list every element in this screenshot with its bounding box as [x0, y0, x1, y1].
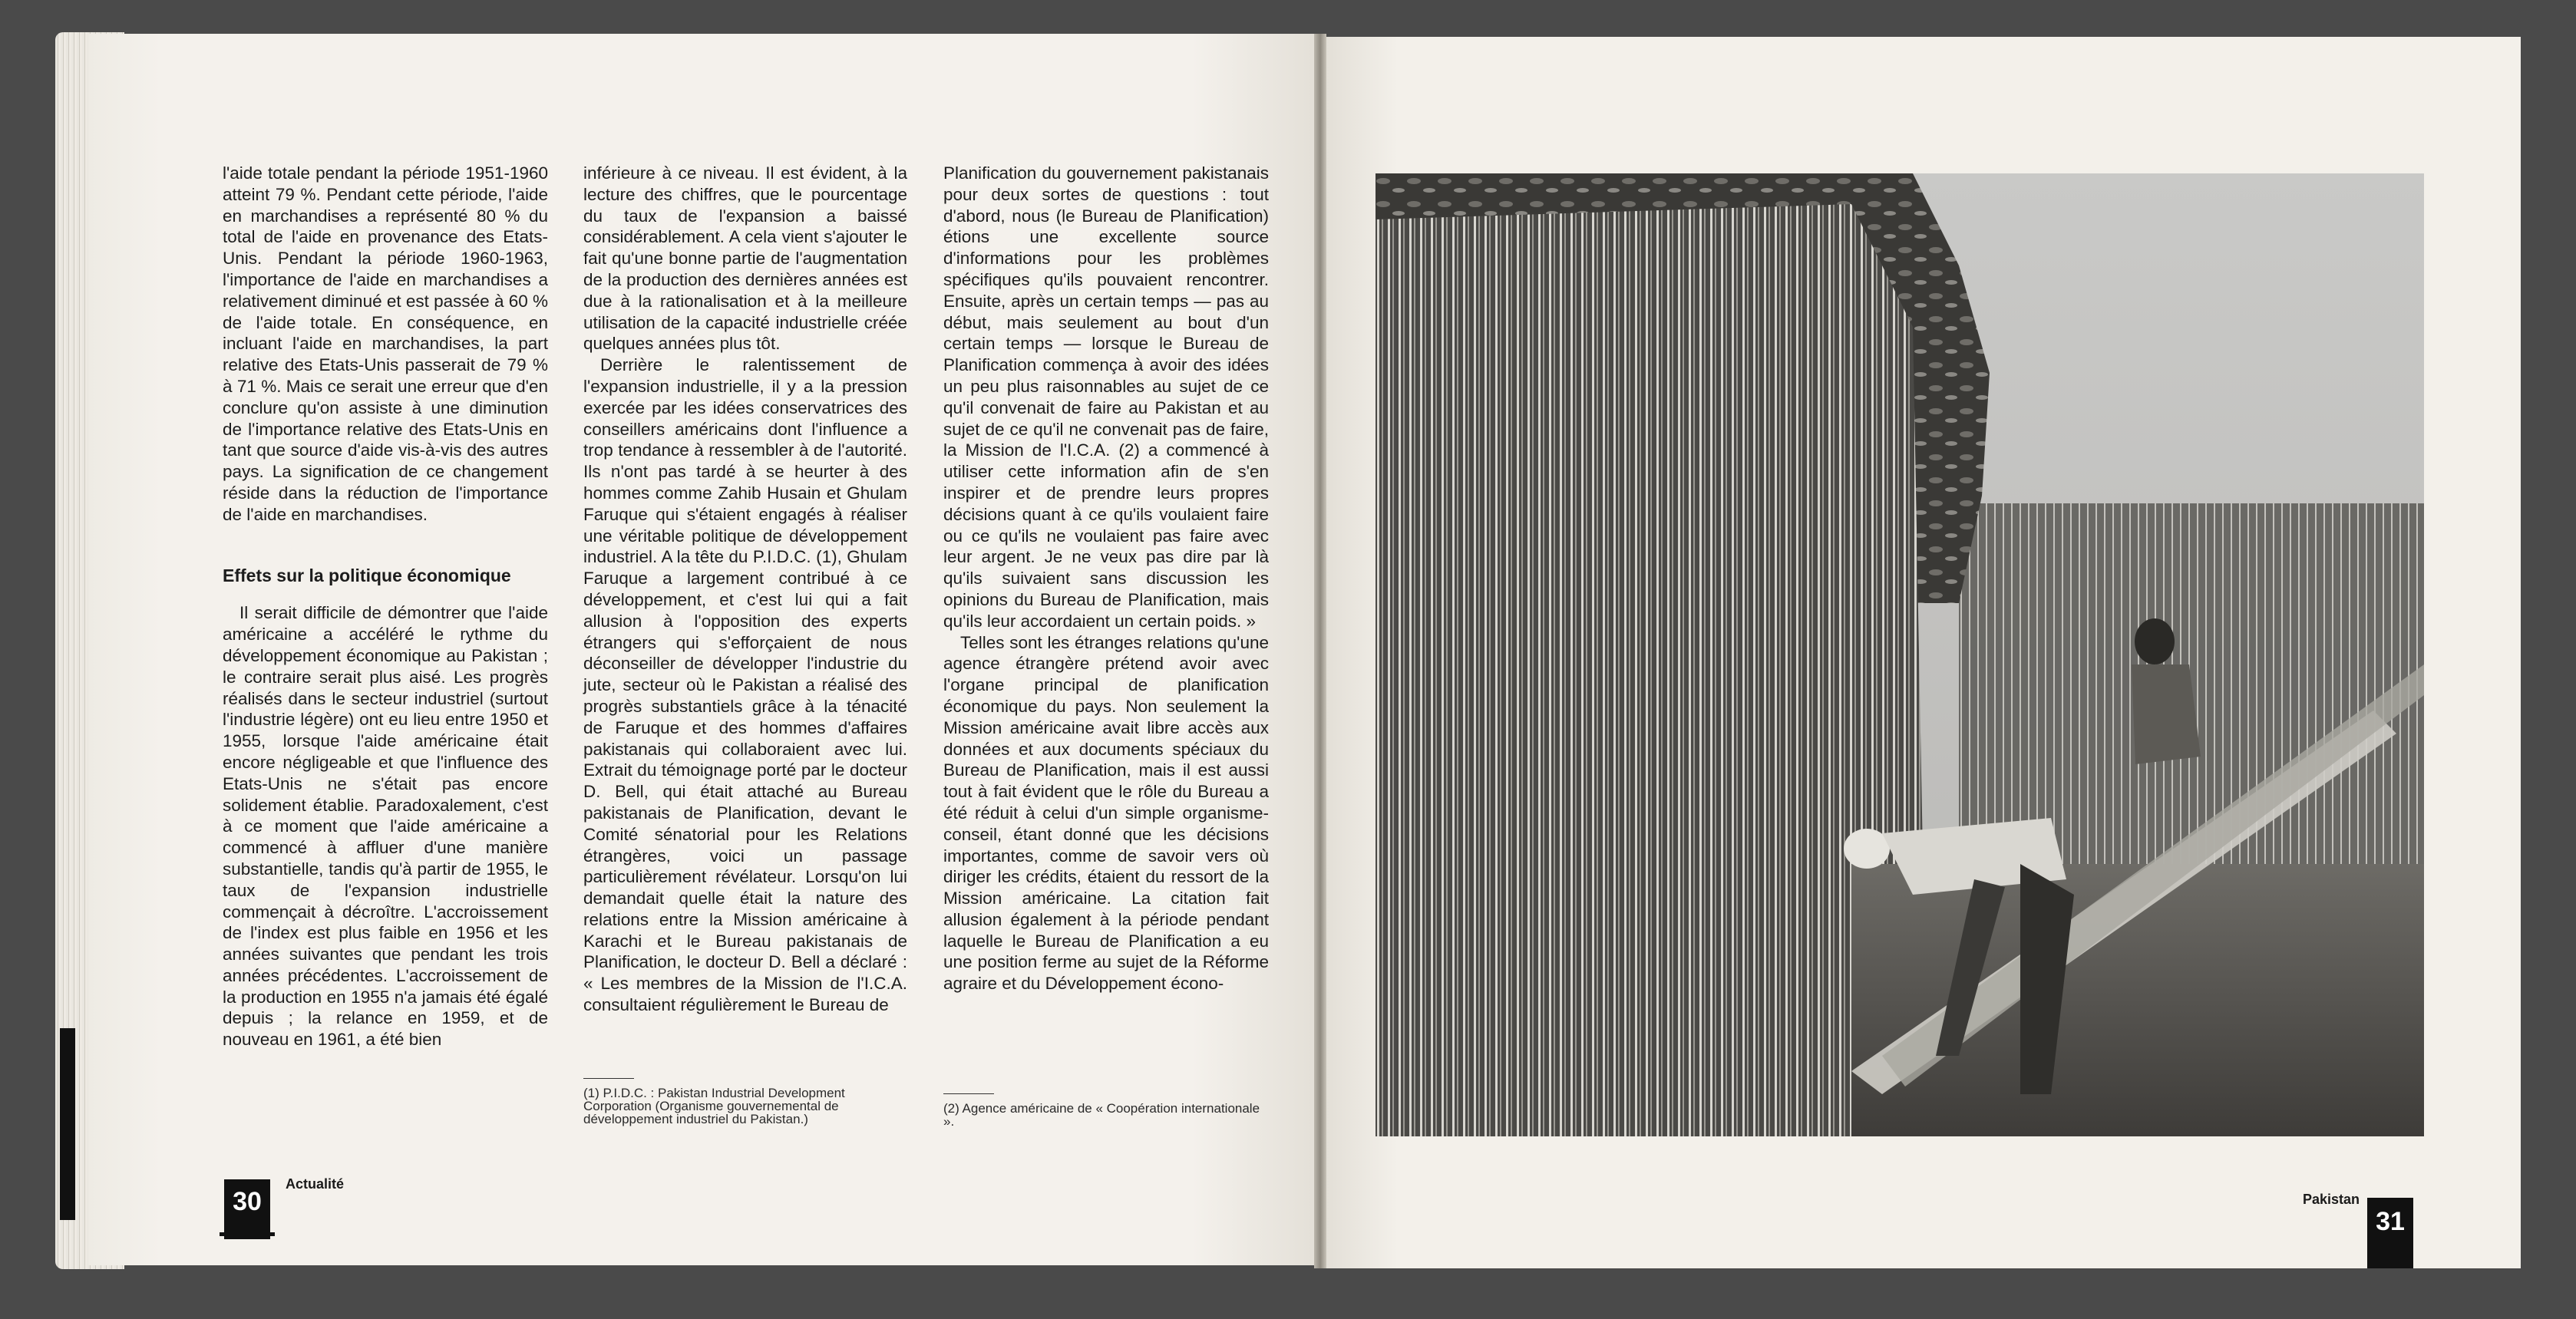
section-label-left: Actualité [286, 1176, 345, 1192]
page-number-right: 31 [2367, 1198, 2413, 1268]
col1-paragraph-2: Il serait difficile de démontrer que l'aide américaine a accéléré le rythme du développement économique au Pakistan ; le contraire serait plus aisé. Les progrès réalisés dans le secteur industriel (surtout l'industrie légère) ont eu lieu entre 1950 et 1955, lorsque l'aide américaine était encore négligeable et que l'influence des Etats-Unis ne s'était pas encore solidement établie. Paradoxalement, c'est à ce moment que l'aide américaine a commencé à affluer d'une manière substantielle, tandis qu'à partir de 1955, le taux de l'expansion industrielle commençait à décroître. L'accroissement de l'index est plus faible en 1956 et les années suivantes que pendant les trois années précédentes. L'accroissement de la production en 1955 n'a jamais été égalé depuis ; la relance en 1959, et de nouveau en 1961, a été bien [223, 603, 548, 1050]
footnote-2: (2) Agence américaine de « Coopération internationale ». [943, 1101, 1260, 1129]
text-column-1 [223, 163, 548, 1050]
col3-paragraph-1: Planification du gouvernement pakistanais pour deux sortes de questions : tout d'abord, nous (le Bureau de Planification) étions une excellente source d'informations pour les problèmes spécifiques qu'ils pouvaient rencontrer. Ensuite, après un certain temps — pas au début, mais seulement au bout d'un certain temps — lorsque le Bureau de Planification commença à avoir des idées un peu plus raisonnables au sujet de ce qu'il convenait de faire au Pakistan et au sujet de ce qu'il ne convenait pas de faire, la Mission de l'I.C.A. (2) a commencé à utiliser cette information afin de s'en inspirer et de prendre leurs propres décisions quant à ce qu'ils voulaient faire ou ce qu'ils ne voulaient pas faire avec leur argent. Je ne veux pas dire par là qu'ils suivaient sans discussion les opinions du Bureau de Planification, mais qu'ils leur accordaient un certain poids. » [943, 163, 1269, 631]
jute-harvest-photo [1376, 173, 2424, 1136]
col2-paragraph-1: inférieure à ce niveau. Il est évident, à la lecture des chiffres, que le pourcentage du taux de l'expansion a baissé considérablement. A cela vient s'ajouter le fait qu'une bonne partie de l'augmentation de la production des dernières années est due à la rationalisation et à la meilleure utilisation de la capacité industrielle créée quelques années plus tôt. [583, 163, 907, 354]
edge-tab-mark [60, 1028, 75, 1220]
footnote-rule-1 [583, 1078, 634, 1079]
text-column-3 [943, 163, 1269, 994]
section-label-right: Pakistan [2302, 1192, 2360, 1207]
book-gutter [1314, 34, 1326, 1268]
section-heading: Effets sur la politique économique [223, 565, 511, 585]
text-column-2 [583, 163, 907, 1016]
footnote-1: (1) P.I.D.C. : Pakistan Industrial Development Corporation (Organisme gouvernemental de développement industriel du Pakistan.) [583, 1086, 845, 1126]
page-number-left: 30 [224, 1179, 270, 1239]
footnote-rule-2 [943, 1093, 994, 1094]
col3-paragraph-2: Telles sont les étranges relations qu'une agence étrangère prétend avoir avec l'organe principal de planification économique du pays. Non seulement la Mission américaine avait libre accès aux données et aux documents spéciaux du Bureau de Planification, mais il est aussi tout à fait évident que le rôle du Bureau a été réduit à celui d'un simple organisme-conseil, étant donné que les décisions importantes, comme de savoir vers où diriger les crédits, étaient du ressort de la Mission américaine. La citation fait allusion également à la période pendant laquelle le Bureau de Planification a eu une position ferme au sujet de la Réforme agraire et du Développement écono- [943, 632, 1269, 994]
col2-paragraph-2: Derrière le ralentissement de l'expansion industrielle, il y a la pression exercée par les idées conservatrices des conseillers américains dont l'influence a trop tendance à ressembler à de l'autorité. Ils n'ont pas tardé à se heurter à des hommes comme Zahib Husain et Ghulam Faruque qui s'étaient engagés à réaliser une véritable politique de développement industriel. A la tête du P.I.D.C. (1), Ghulam Faruque a largement contribué à ce développement, et c'est lui qui a fait allusion à l'opposition des experts étrangers qui s'efforçaient de nous déconseiller de développer l'industrie du jute, secteur où le Pakistan a réalisé des progrès substantiels grâce à la ténacité de Faruque et des hommes d'affaires pakistanais qui collaboraient avec lui. Extrait du témoignage porté par le docteur D. Bell, qui était attaché au Bureau pakistanais de Planification, devant le Comité sénatorial pour les Relations étrangères, voici un passage particulièrement révélateur. Lorsqu'on lui demandait quelle était la nature des relations entre la Mission américaine à Karachi et le Bureau pakistanais de Planification, le docteur D. Bell a déclaré : « Les membres de la Mission de l'I.C.A. consultaient régulièrement le Bureau de [583, 355, 907, 1015]
col1-paragraph-1: l'aide totale pendant la période 1951-1960 atteint 79 %. Pendant cette période, l'aide en marchandises a représenté 80 % du total de l'aide en provenance des Etats-Unis. Pendant la période 1960-1963, l'importance de l'aide en marchandises a relativement diminué et est passée à 60 % de l'aide totale. En conséquence, en incluant l'aide en marchandises, la part relative des Etats-Unis passerait de 79 % à 71 %. Mais ce serait une erreur que d'en conclure qu'on assiste à une diminution de l'importance relative des Etats-Unis en tant que source d'aide vis-à-vis des autres pays. La signification de ce changement réside dans la réduction de l'importance de l'aide en marchandises. [223, 163, 548, 524]
